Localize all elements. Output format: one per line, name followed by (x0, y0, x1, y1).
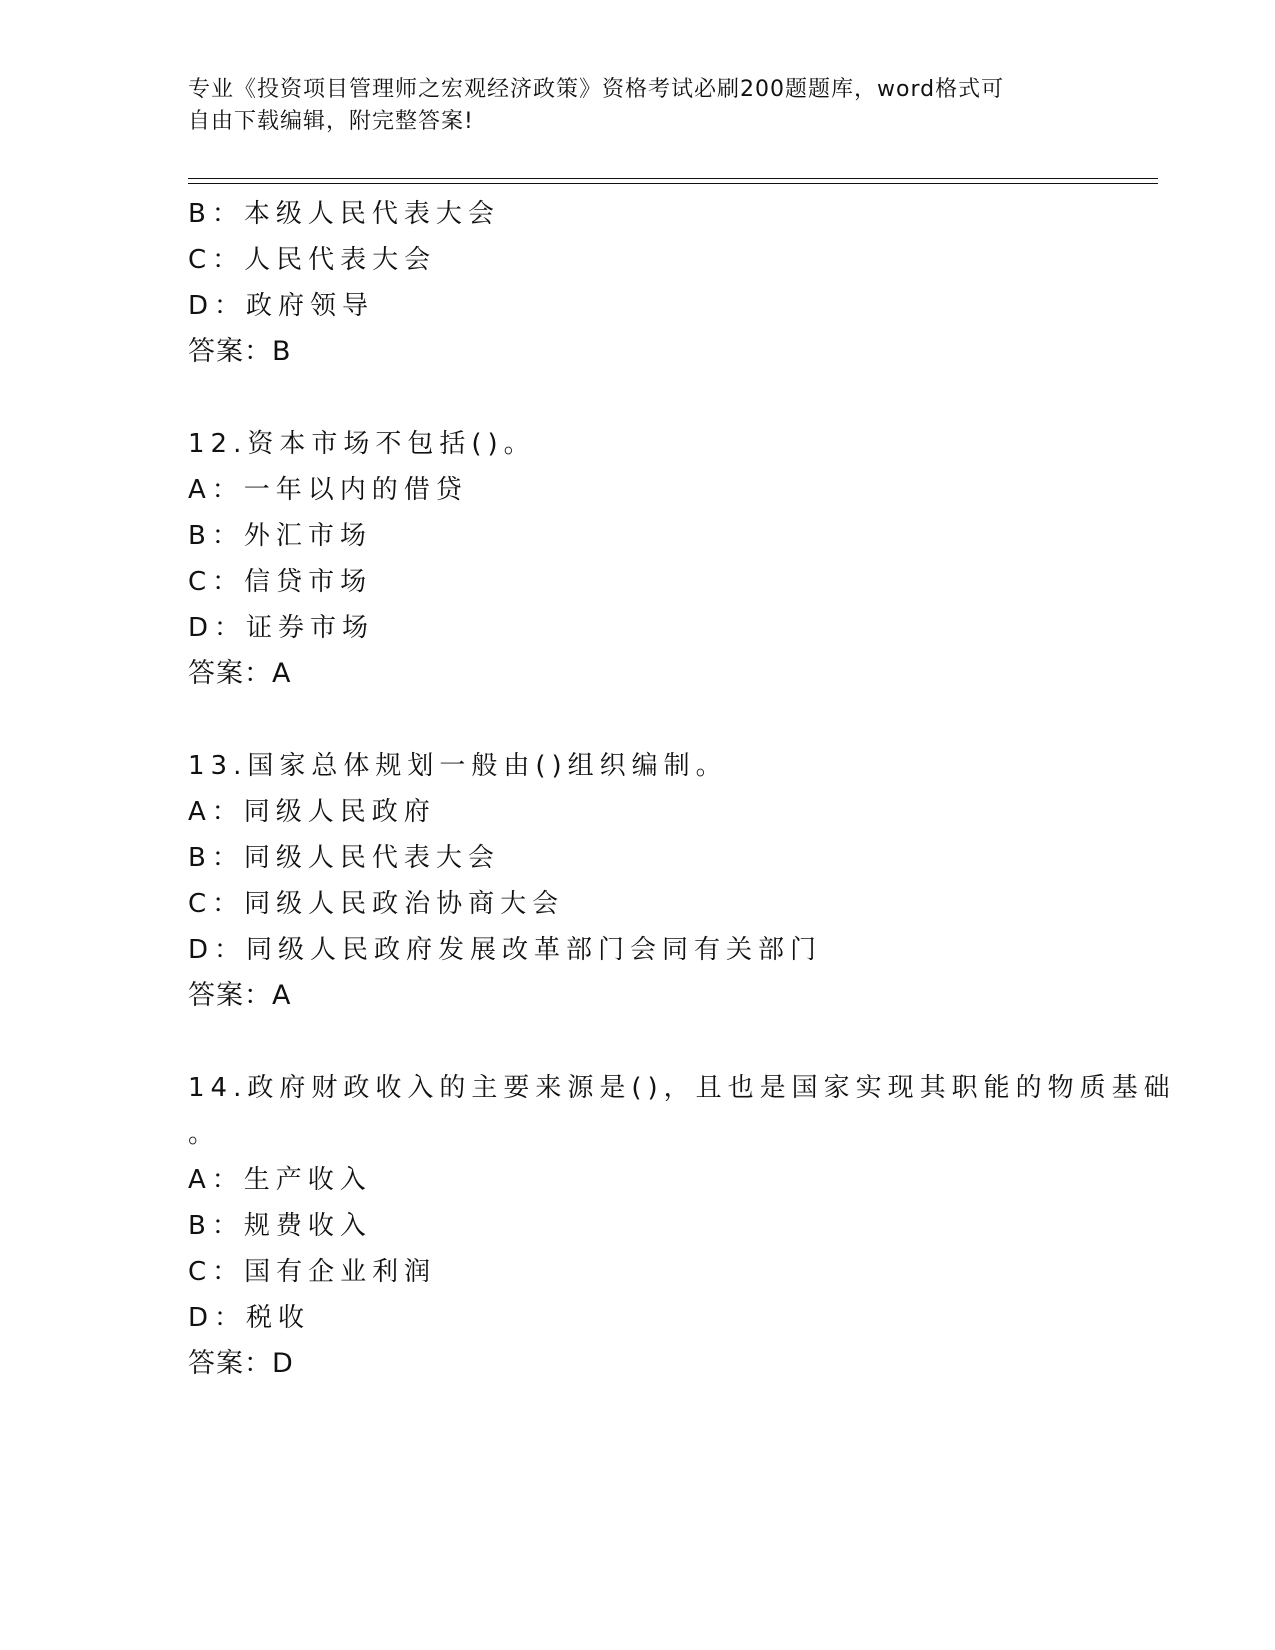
option-c: C：信贷市场 (188, 567, 373, 597)
answer-line: 答案：A (188, 980, 292, 1011)
question-12 (188, 421, 1148, 697)
question-13 (188, 743, 1148, 1019)
spacer (188, 697, 1148, 743)
option-b: B：同级人民代表大会 (188, 843, 500, 873)
option-b: B：外汇市场 (188, 521, 372, 551)
question-text-continuation: 。 (188, 1119, 221, 1149)
option-d: D：同级人民政府发展改革部门会同有关部门 (188, 935, 823, 965)
option-d: D：税收 (188, 1303, 311, 1333)
option-c: C：国有企业利润 (188, 1257, 437, 1287)
option-b: B：本级人民代表大会 (188, 199, 500, 229)
option-d: D：证券市场 (188, 613, 375, 643)
answer-line: 答案：B (188, 336, 292, 367)
question-text: 14.政府财政收入的主要来源是()，且也是国家实现其职能的物质基础 (188, 1073, 1176, 1103)
option-d: D：政府领导 (188, 291, 375, 321)
header-line-2: 自由下载编辑，附完整答案! (188, 109, 474, 134)
answer-line: 答案：D (188, 1348, 294, 1379)
document-header (188, 74, 1088, 138)
question-list (188, 191, 1176, 1387)
question-text: 13.国家总体规划一般由()组织编制。 (188, 751, 728, 781)
option-c: C：人民代表大会 (188, 245, 437, 275)
question-11 (188, 191, 1148, 375)
spacer (188, 1019, 1148, 1065)
option-b: B：规费收入 (188, 1211, 372, 1241)
answer-line: 答案：A (188, 658, 292, 689)
question-text: 12.资本市场不包括()。 (188, 429, 536, 459)
option-a: A：一年以内的借贷 (188, 475, 468, 505)
header-line-1: 专业《投资项目管理师之宏观经济政策》资格考试必刷200题题库，word格式可 (188, 77, 1005, 102)
option-a: A：生产收入 (188, 1165, 372, 1195)
option-c: C：同级人民政治协商大会 (188, 889, 565, 919)
header-divider-bottom (188, 183, 1158, 184)
question-14 (188, 1065, 1176, 1387)
spacer (188, 375, 1148, 421)
option-a: A：同级人民政府 (188, 797, 436, 827)
header-divider-top (188, 178, 1158, 179)
